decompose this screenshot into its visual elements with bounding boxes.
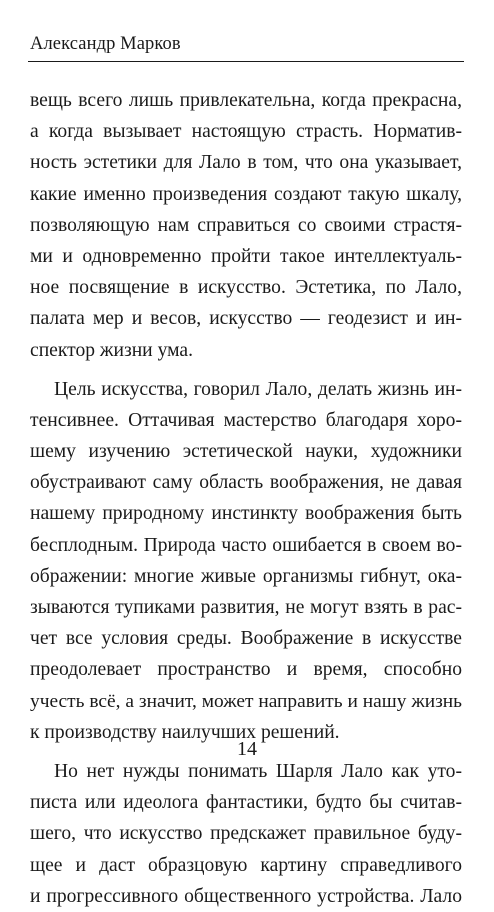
text-line: писта или идеолога фантастики, будто бы считав- [30, 792, 462, 814]
text-line: вещь всего лишь привлекательна, когда прекрасна, [30, 90, 462, 111]
text-line: ми и одновременно пройти такое интеллектуаль- [30, 245, 462, 267]
text-line: к производству наилучших решений. [30, 721, 340, 743]
body-text [30, 85, 462, 912]
paragraph-2 [30, 374, 462, 748]
text-line: Цель искусства, говорил Лало, делать жизнь ин- [54, 378, 462, 400]
text-line: шего, что искусство предскажет правильное буду- [30, 823, 462, 845]
text-line: позволяющую нам справиться со своими страстя- [30, 214, 462, 236]
text-line: палата мер и весов, искусство — геодезист и ин- [30, 308, 462, 330]
text-line: щее и даст образцовую картину справедливого [30, 854, 462, 876]
text-line: ображении: многие живые организмы гибнут, ока- [30, 565, 462, 587]
running-head: Александр Марков [30, 34, 181, 54]
text-line: и прогрессивного общественного устройства. Лало [30, 885, 462, 907]
text-line: Но нет нужды понимать Шарля Лало как уто- [54, 760, 462, 782]
text-line: обустраивают саму область воображения, не давая [30, 472, 462, 494]
text-line: а когда вызывает настоящую страсть. Норматив- [30, 121, 462, 143]
text-line: бесплодным. Природа часто ошибается в своем во- [30, 534, 462, 556]
text-line: нашему природному инстинкту воображения быть [30, 503, 462, 525]
paragraph-gap [30, 366, 462, 374]
paragraph-3 [30, 756, 462, 912]
header-rule [28, 61, 464, 62]
text-line: шему изучению эстетической науки, художники [30, 441, 462, 463]
text-line: преодолевает пространство и время, способно [30, 659, 462, 681]
paragraph-1 [30, 85, 462, 366]
text-line: какие именно произведения создают такую шкалу, [30, 183, 462, 205]
text-line: спектор жизни ума. [30, 339, 193, 361]
text-line: чет все условия среды. Воображение в искусстве [30, 628, 462, 650]
text-line: тенсивнее. Оттачивая мастерство благодаря хоро- [30, 409, 462, 431]
page-number: 14 [237, 738, 257, 760]
text-line: ное посвящение в искусство. Эстетика, по Лало, [30, 277, 462, 299]
text-line: учесть всё, а значит, может направить и нашу жизнь [30, 690, 462, 712]
text-line: ность эстетики для Лало в том, что она указывает, [30, 152, 462, 174]
text-line: зываются тупиками развития, не могут взять в рас- [30, 597, 462, 618]
